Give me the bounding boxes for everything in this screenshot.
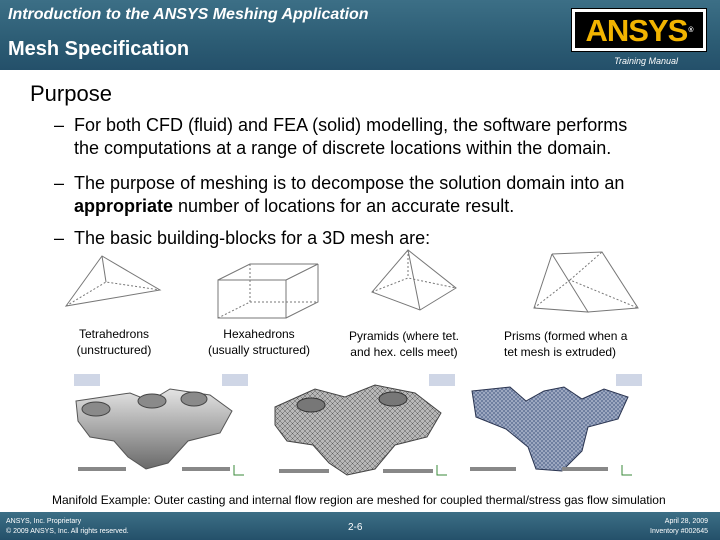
bullet-1-line-1: For both CFD (fluid) and FEA (solid) modelling, the software performs (74, 115, 628, 135)
slide-header (0, 0, 720, 70)
label-line: and hex. cells meet) (350, 345, 458, 359)
hexahedron-label (196, 326, 322, 358)
pyramid-label (336, 328, 472, 360)
bullet-2-line-2 (74, 195, 624, 218)
prism-diagram (530, 250, 640, 316)
label-line: tet mesh is extruded) (504, 345, 617, 359)
footer-line: © 2009 ANSYS, Inc. All rights reserved. (6, 528, 129, 535)
bullet-2-emphasis: appropriate (74, 196, 174, 216)
label-line: (unstructured) (76, 343, 152, 357)
ansys-logo (571, 8, 707, 52)
manifold-outer-casting-image (70, 371, 253, 483)
footer-line: April 28, 2009 (664, 518, 708, 525)
bullet-dash: – (54, 228, 65, 248)
bullet-dash: – (54, 173, 65, 193)
slide-number: 2-6 (348, 522, 363, 533)
section-heading: Purpose (30, 81, 112, 106)
hexahedron-diagram (214, 262, 322, 322)
slide-footer (0, 512, 720, 540)
footer-copyright (6, 517, 129, 537)
prism-label (504, 328, 660, 360)
label-line: Pyramids (where tet. (348, 329, 460, 343)
bullet-1-line-2: the computations at a range of discrete locations within the domain. (74, 138, 612, 158)
label-line: Hexahedrons (223, 327, 295, 341)
footer-date-inventory (650, 517, 708, 537)
tetrahedron-diagram (62, 252, 164, 314)
footer-line: ANSYS, Inc. Proprietary (6, 518, 82, 525)
bullet-2-line-2-rest: number of locations for an accurate result. (173, 196, 515, 216)
manifold-mesh-image (265, 371, 460, 483)
deck-title: Introduction to the ANSYS Meshing Application (8, 6, 369, 23)
bullet-2-line-1: The purpose of meshing is to decompose the solution domain into an (74, 173, 625, 193)
label-line: Prisms (formed when a (504, 329, 628, 343)
pyramid-diagram (368, 248, 460, 314)
bullet-dash: – (54, 115, 65, 135)
slide-title: Mesh Specification (8, 38, 190, 60)
manifold-caption: Manifold Example: Outer casting and internal flow region are meshed for coupled thermal/stress gas flow simulation (52, 493, 666, 507)
bullet-3-line-1: The basic building-blocks for a 3D mesh are: (74, 228, 431, 248)
tetrahedron-label (54, 326, 174, 358)
logo-registered-mark: ® (688, 27, 693, 34)
logo-text: ANSYS (585, 13, 688, 48)
label-line: Tetrahedrons (78, 327, 150, 341)
manifold-flow-region-mesh-image (466, 371, 648, 483)
training-manual-label: Training Manual (614, 56, 678, 66)
footer-line: Inventory #002645 (650, 528, 708, 535)
label-line: (usually structured) (207, 343, 311, 357)
